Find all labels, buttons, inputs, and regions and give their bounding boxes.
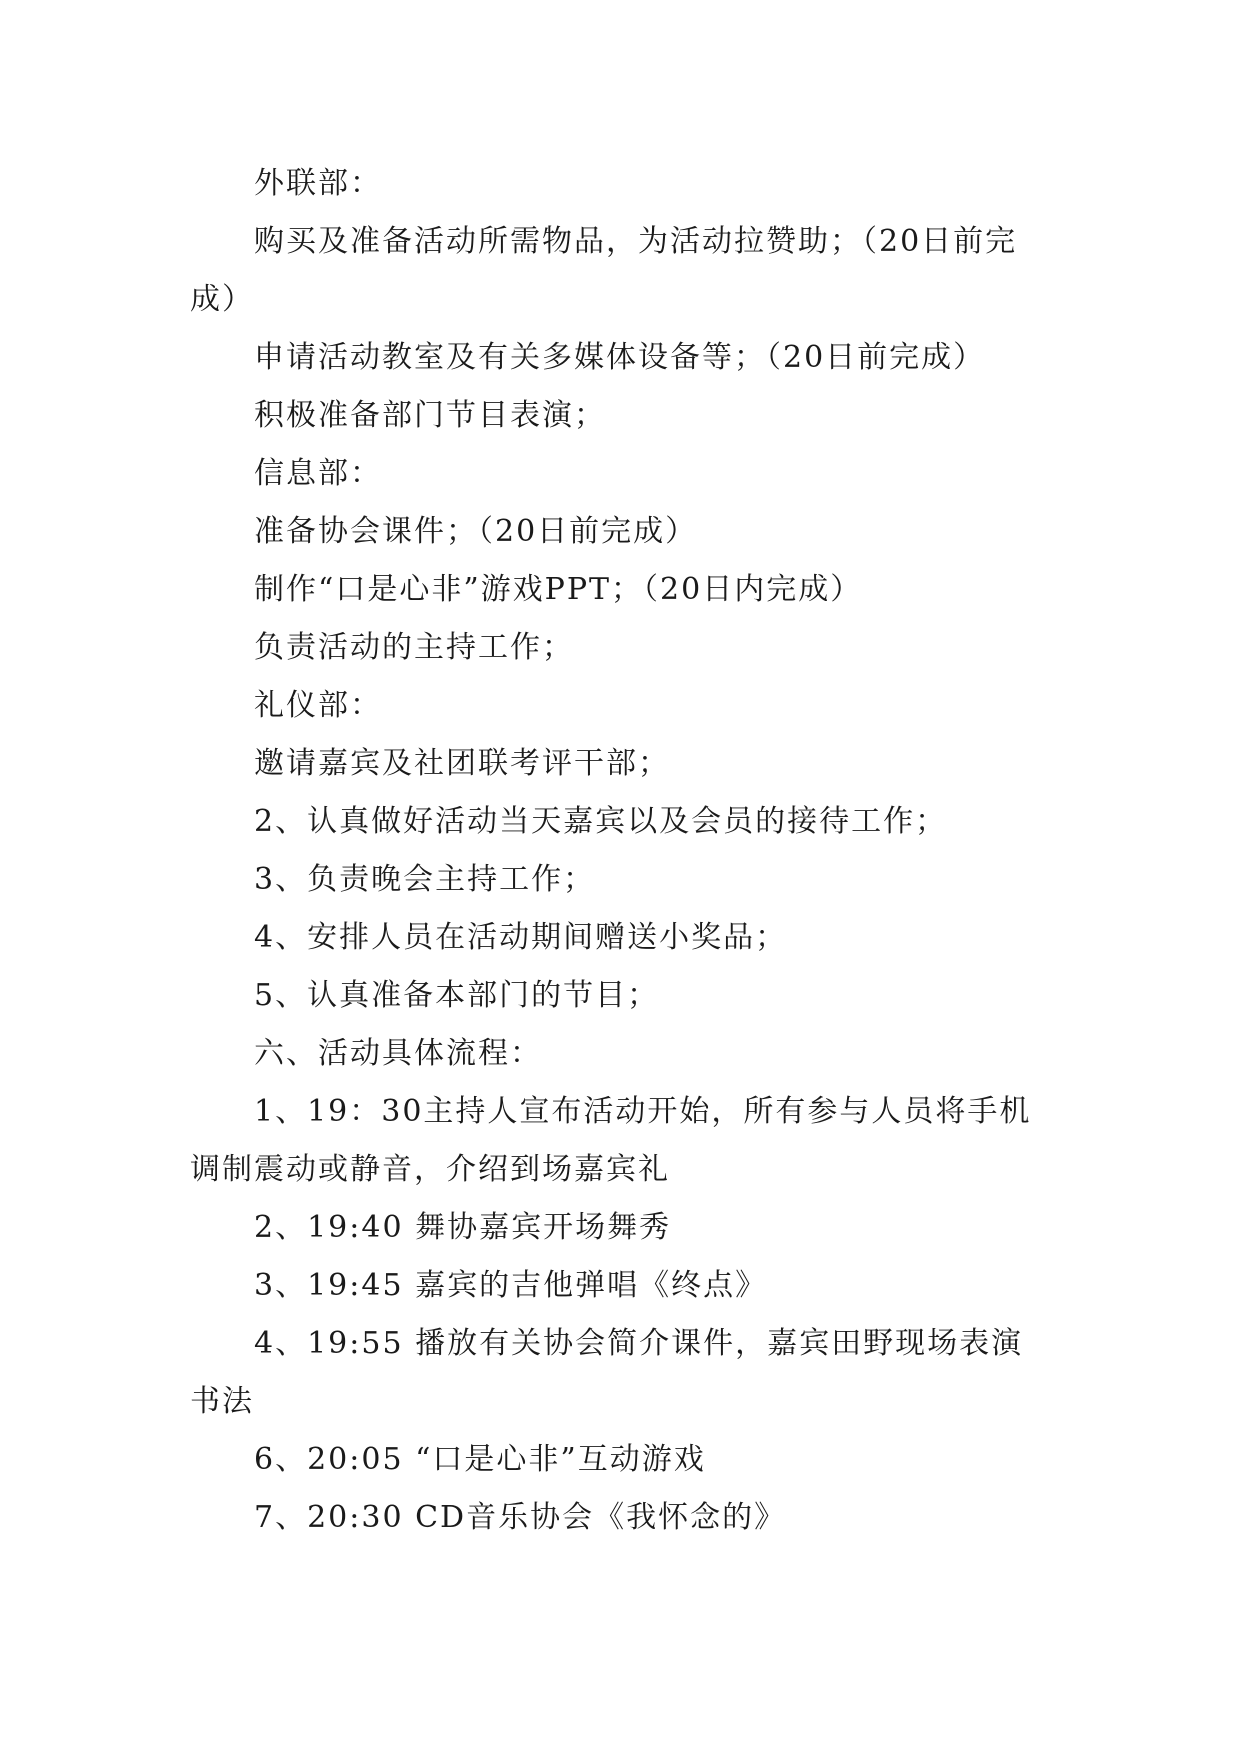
paragraph: 准备协会课件；（20日前完成） [254,514,698,549]
section-heading-activity-flow: 六、活动具体流程： [254,1036,542,1071]
section-heading-external-relations: 外联部： [254,166,382,201]
section-heading-information: 信息部： [254,456,382,491]
section-heading-etiquette: 礼仪部： [254,688,382,723]
list-item: 3、19:45 嘉宾的吉他弹唱《终点》 [254,1268,768,1303]
paragraph: 申请活动教室及有关多媒体设备等；（20日前完成） [254,340,986,375]
paragraph: 负责活动的主持工作； [254,630,574,665]
list-item: 5、认真准备本部门的节目； [254,978,660,1013]
paragraph: 积极准备部门节目表演； [254,398,606,433]
list-item: 7、20:30 CD音乐协会《我怀念的》 [254,1500,787,1535]
list-item: 4、19:55 播放有关协会简介课件，嘉宾田野现场表演书法 [190,1326,1024,1419]
list-item: 1、19：30主持人宣布活动开始，所有参与人员将手机调制震动或静音，介绍到场嘉宾礼 [190,1094,1032,1187]
paragraph: 制作“口是心非”游戏PPT；（20日内完成） [254,572,863,607]
list-item: 6、20:05 “口是心非”互动游戏 [254,1442,706,1477]
list-item: 2、认真做好活动当天嘉宾以及会员的接待工作； [254,804,948,839]
paragraph: 邀请嘉宾及社团联考评干部； [254,746,670,781]
list-item: 3、负责晚会主持工作； [254,862,596,897]
paragraph: 购买及准备活动所需物品，为活动拉赞助；（20日前完成） [190,224,1018,317]
list-item: 2、19:40 舞协嘉宾开场舞秀 [254,1210,672,1245]
list-item: 4、安排人员在活动期间赠送小奖品； [254,920,788,955]
document-body [190,155,1050,1547]
